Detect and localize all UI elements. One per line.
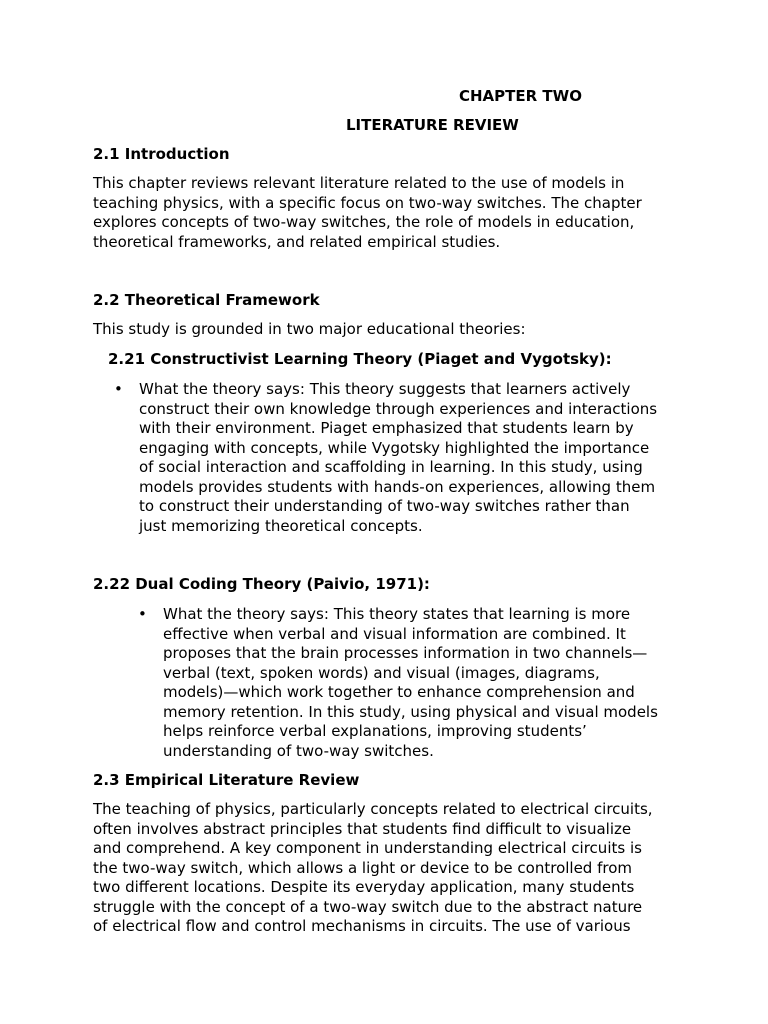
empirical-line: two different locations. Despite its everyday application, many students xyxy=(93,878,635,896)
dual-coding-line: proposes that the brain processes information in two channels— xyxy=(163,644,648,662)
bullet-marker: • xyxy=(114,380,123,398)
constructivist-line: of social interaction and scaffolding in learning. In this study, using xyxy=(139,458,643,476)
constructivist-line: models provides students with hands-on experiences, allowing them xyxy=(139,477,656,496)
framework-heading: 2.2 Theoretical Framework xyxy=(93,291,320,309)
empirical-paragraph xyxy=(93,800,653,937)
dual-coding-line: helps reinforce verbal explanations, improving students’ xyxy=(163,722,587,740)
intro-line: theoretical frameworks, and related empirical studies. xyxy=(93,232,501,251)
empirical-line: and comprehend. A key component in understanding electrical circuits is xyxy=(93,839,642,857)
dual-coding-line: verbal (text, spoken words) and visual (images, diagrams, xyxy=(163,663,600,682)
constructivist-line: to construct their understanding of two-way switches rather than xyxy=(139,497,630,515)
intro-line: This chapter reviews relevant literature related to the use of models in xyxy=(93,174,625,192)
chapter-title: CHAPTER TWO xyxy=(459,87,582,105)
constructivist-line: What the theory says: This theory suggests that learners actively xyxy=(139,380,631,398)
empirical-line: the two-way switch, which allows a light or device to be controlled from xyxy=(93,858,633,877)
dual-coding-line: effective when verbal and visual information are combined. It xyxy=(163,624,626,643)
bullet-marker: • xyxy=(138,605,147,623)
empirical-heading: 2.3 Empirical Literature Review xyxy=(93,771,360,789)
intro-heading: 2.1 Introduction xyxy=(93,145,230,163)
empirical-line: struggle with the concept of a two-way switch due to the abstract nature xyxy=(93,897,643,916)
empirical-line: of electrical flow and control mechanisms in circuits. The use of various xyxy=(93,917,631,935)
constructivist-line: engaging with concepts, while Vygotsky highlighted the importance xyxy=(139,438,650,457)
intro-paragraph xyxy=(93,174,642,252)
dual-coding-paragraph xyxy=(163,605,658,761)
dual-coding-line: memory retention. In this study, using physical and visual models xyxy=(163,702,658,721)
framework-line: This study is grounded in two major educational theories: xyxy=(93,320,526,338)
constructivist-paragraph xyxy=(139,380,657,536)
constructivist-heading: 2.21 Constructivist Learning Theory (Piaget and Vygotsky): xyxy=(108,350,612,368)
dual-coding-line: models)—which work together to enhance comprehension and xyxy=(163,683,635,701)
chapter-subtitle: LITERATURE REVIEW xyxy=(346,116,519,134)
constructivist-line: with their environment. Piaget emphasized that students learn by xyxy=(139,419,634,437)
dual-coding-line: understanding of two-way switches. xyxy=(163,741,434,760)
empirical-line: The teaching of physics, particularly concepts related to electrical circuits, xyxy=(93,800,653,818)
empirical-line: often involves abstract principles that students find difficult to visualize xyxy=(93,819,632,838)
constructivist-line: just memorizing theoretical concepts. xyxy=(139,516,423,535)
constructivist-line: construct their own knowledge through experiences and interactions xyxy=(139,399,658,418)
dual-coding-line: What the theory says: This theory states that learning is more xyxy=(163,605,631,623)
intro-line: explores concepts of two-way switches, the role of models in education, xyxy=(93,213,635,231)
intro-line: teaching physics, with a specific focus on two-way switches. The chapter xyxy=(93,193,642,212)
dual-coding-heading: 2.22 Dual Coding Theory (Paivio, 1971): xyxy=(93,575,430,593)
